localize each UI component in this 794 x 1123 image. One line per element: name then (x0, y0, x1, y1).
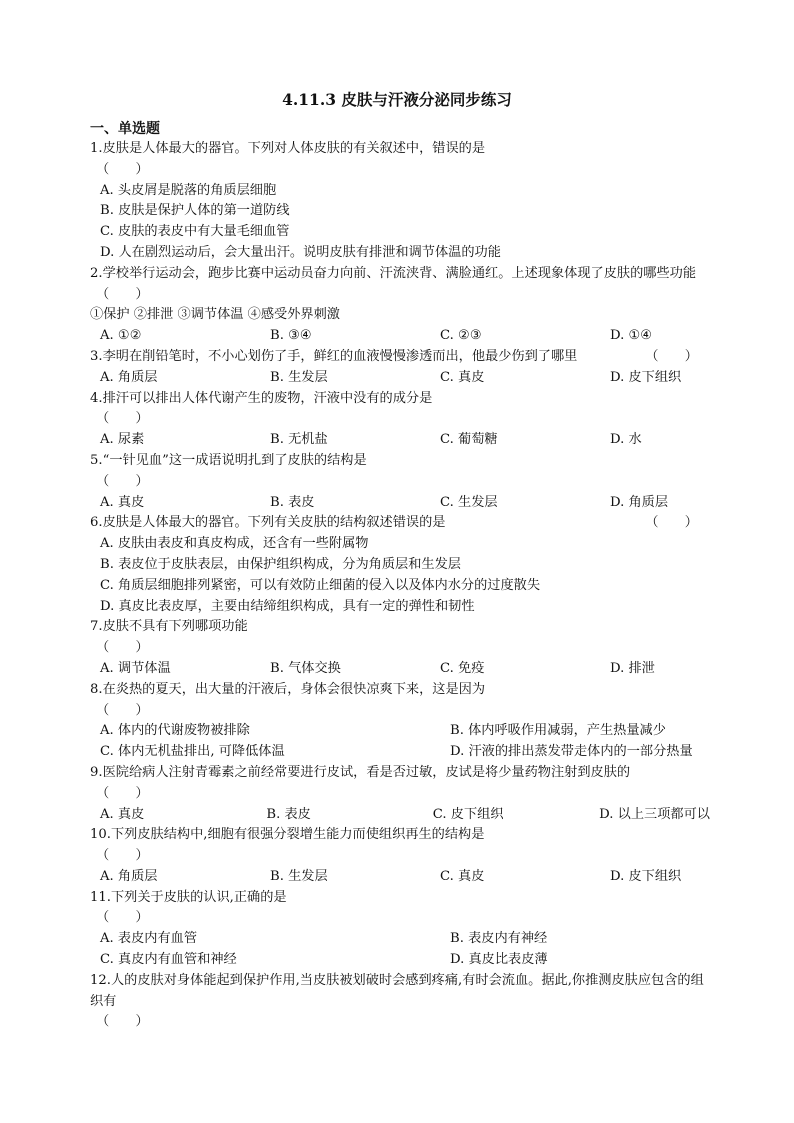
question-text: 10.下列皮肤结构中,细胞有很强分裂增生能力而使组织再生的结构是 (90, 827, 485, 843)
question-text: 12.人的皮肤对身体能起到保护作用,当皮肤被划破时会感到疼痛,有时会流血。据此,你推测皮肤应包含的组织有 (90, 972, 704, 1009)
question-text: 3.李明在削铅笔时，不小心划伤了手，鲜红的血液慢慢渗透而出，他最少伤到了哪里 (90, 348, 578, 364)
option-row (90, 867, 710, 888)
question-line (90, 513, 710, 534)
option-a: A. 角质层 (100, 868, 158, 884)
question-4 (90, 389, 710, 451)
option-b: B. 表皮 (266, 806, 311, 822)
question-text: 7.皮肤不具有下列哪项功能 (90, 619, 248, 635)
question-text: 11.下列关于皮肤的认识,正确的是 (90, 889, 287, 905)
question-text: 1.皮肤是人体最大的器官。下列对人体皮肤的有关叙述中，错误的是 (90, 141, 486, 156)
question-text: 6.皮肤是人体最大的器官。下列有关皮肤的结构叙述错误的是 (90, 515, 446, 531)
option-b: B. 体内呼吸作用减弱，产生热量减少 (450, 723, 666, 739)
option-c: C. 真皮内有血管和神经 (100, 952, 237, 968)
option-c: C. ②③ (440, 328, 482, 344)
answer-parentheses: （ ） (96, 640, 149, 656)
option-a: A. 皮肤由表皮和真皮构成，还含有一些附属物 (100, 536, 369, 552)
option-row (90, 326, 710, 347)
option-row (90, 929, 710, 950)
question-text: 2.学校举行运动会，跑步比赛中运动员奋力向前、汗流浃背、满脸通红。上述现象体现了皮肤的哪些功能 (90, 265, 697, 281)
option-c: C. 免疫 (440, 660, 485, 676)
question-line (90, 347, 710, 368)
option-a: A. ①② (100, 328, 142, 344)
question-11 (90, 888, 710, 971)
option-d: D. ①④ (610, 328, 653, 344)
question-3 (90, 347, 710, 389)
option-row (90, 805, 710, 826)
option-a: A. 真皮 (100, 806, 145, 822)
question-text: 8.在炎热的夏天，出大量的汗液后，身体会很快凉爽下来，这是因为 (90, 681, 486, 697)
answer-parentheses: （ ） (96, 473, 149, 489)
option-row (90, 368, 710, 389)
option-c: C. 皮下组织 (432, 806, 504, 822)
question-8 (90, 680, 710, 763)
question-5 (90, 451, 710, 513)
option-b: B. ③④ (270, 328, 312, 344)
option-c: C. 皮肤的表皮中有大量毛细血管 (100, 224, 290, 240)
option-c: C. 真皮 (440, 868, 485, 884)
option-row (90, 493, 710, 514)
option-d: D. 水 (610, 432, 642, 448)
option-row (90, 659, 710, 680)
question-items: ①保护 ②排泄 ③调节体温 ④感受外界刺激 (90, 307, 340, 323)
answer-parentheses: （ ） (96, 161, 149, 177)
option-d: D. 真皮比表皮厚，主要由结缔组织构成，具有一定的弹性和韧性 (100, 598, 475, 614)
question-text: 5.“一针见血”这一成语说明扎到了皮肤的结构是 (90, 452, 367, 468)
option-b: B. 表皮 (270, 494, 315, 510)
option-c: C. 葡萄糖 (440, 432, 498, 448)
option-b: B. 生发层 (270, 369, 328, 385)
question-2 (90, 264, 710, 347)
option-b: B. 生发层 (270, 868, 328, 884)
answer-parentheses: （ ） (96, 910, 149, 926)
question-9 (90, 763, 710, 825)
option-a: A. 头皮屑是脱落的角质层细胞 (100, 182, 277, 198)
section-heading: 一、单选题 (90, 121, 160, 137)
question-6 (90, 513, 710, 617)
question-list (90, 139, 710, 1033)
answer-parentheses: （ ） (96, 848, 149, 864)
question-1 (90, 139, 710, 264)
answer-parentheses: （ ） (96, 702, 149, 718)
question-text: 4.排汗可以排出人体代谢产生的废物，汗液中没有的成分是 (90, 390, 433, 406)
question-12 (90, 971, 710, 1033)
option-b: B. 无机盐 (270, 432, 328, 448)
document-title: 4.11.3 皮肤与汗液分泌同步练习 (282, 90, 512, 109)
option-d: D. 皮下组织 (610, 369, 682, 385)
option-a: A. 表皮内有血管 (100, 931, 198, 947)
option-b: B. 表皮内有神经 (450, 931, 548, 947)
option-d: D. 真皮比表皮薄 (450, 952, 548, 968)
answer-parentheses: （ ） (96, 785, 149, 801)
option-row (90, 950, 710, 971)
option-b: B. 皮肤是保护人体的第一道防线 (100, 203, 290, 219)
option-row (90, 721, 710, 742)
option-a: A. 角质层 (100, 369, 158, 385)
answer-parentheses: （ ） (96, 286, 149, 302)
answer-parentheses: （ ） (645, 348, 698, 364)
option-d: D. 皮下组织 (610, 868, 682, 884)
option-c: C. 体内无机盐排出, 可降低体温 (100, 744, 285, 760)
option-b: B. 气体交换 (270, 660, 341, 676)
question-text: 9.医院给病人注射青霉素之前经常要进行皮试，看是否过敏，皮试是将少量药物注射到皮肤的 (90, 764, 631, 780)
option-b: B. 表皮位于皮肤表层，由保护组织构成，分为角质层和生发层 (100, 556, 461, 572)
option-a: A. 真皮 (100, 494, 145, 510)
option-a: A. 体内的代谢废物被排除 (100, 723, 250, 739)
question-7 (90, 617, 710, 679)
option-c: C. 角质层细胞排列紧密，可以有效防止细菌的侵入以及体内水分的过度散失 (100, 577, 541, 593)
option-c: C. 真皮 (440, 369, 485, 385)
answer-parentheses: （ ） (96, 1014, 149, 1030)
option-c: C. 生发层 (440, 494, 498, 510)
option-d: D. 汗液的排出蒸发带走体内的一部分热量 (450, 744, 693, 760)
option-a: A. 调节体温 (100, 660, 171, 676)
option-row (90, 742, 710, 763)
option-d: D. 人在剧烈运动后，会大量出汗。说明皮肤有排泄和调节体温的功能 (100, 244, 501, 260)
option-d: D. 以上三项都可以 (599, 806, 710, 822)
answer-parentheses: （ ） (96, 411, 149, 427)
question-10 (90, 825, 710, 887)
option-row (90, 430, 710, 451)
answer-parentheses: （ ） (645, 515, 698, 531)
option-d: D. 角质层 (610, 494, 669, 510)
option-d: D. 排泄 (610, 660, 655, 676)
option-a: A. 尿素 (100, 432, 145, 448)
